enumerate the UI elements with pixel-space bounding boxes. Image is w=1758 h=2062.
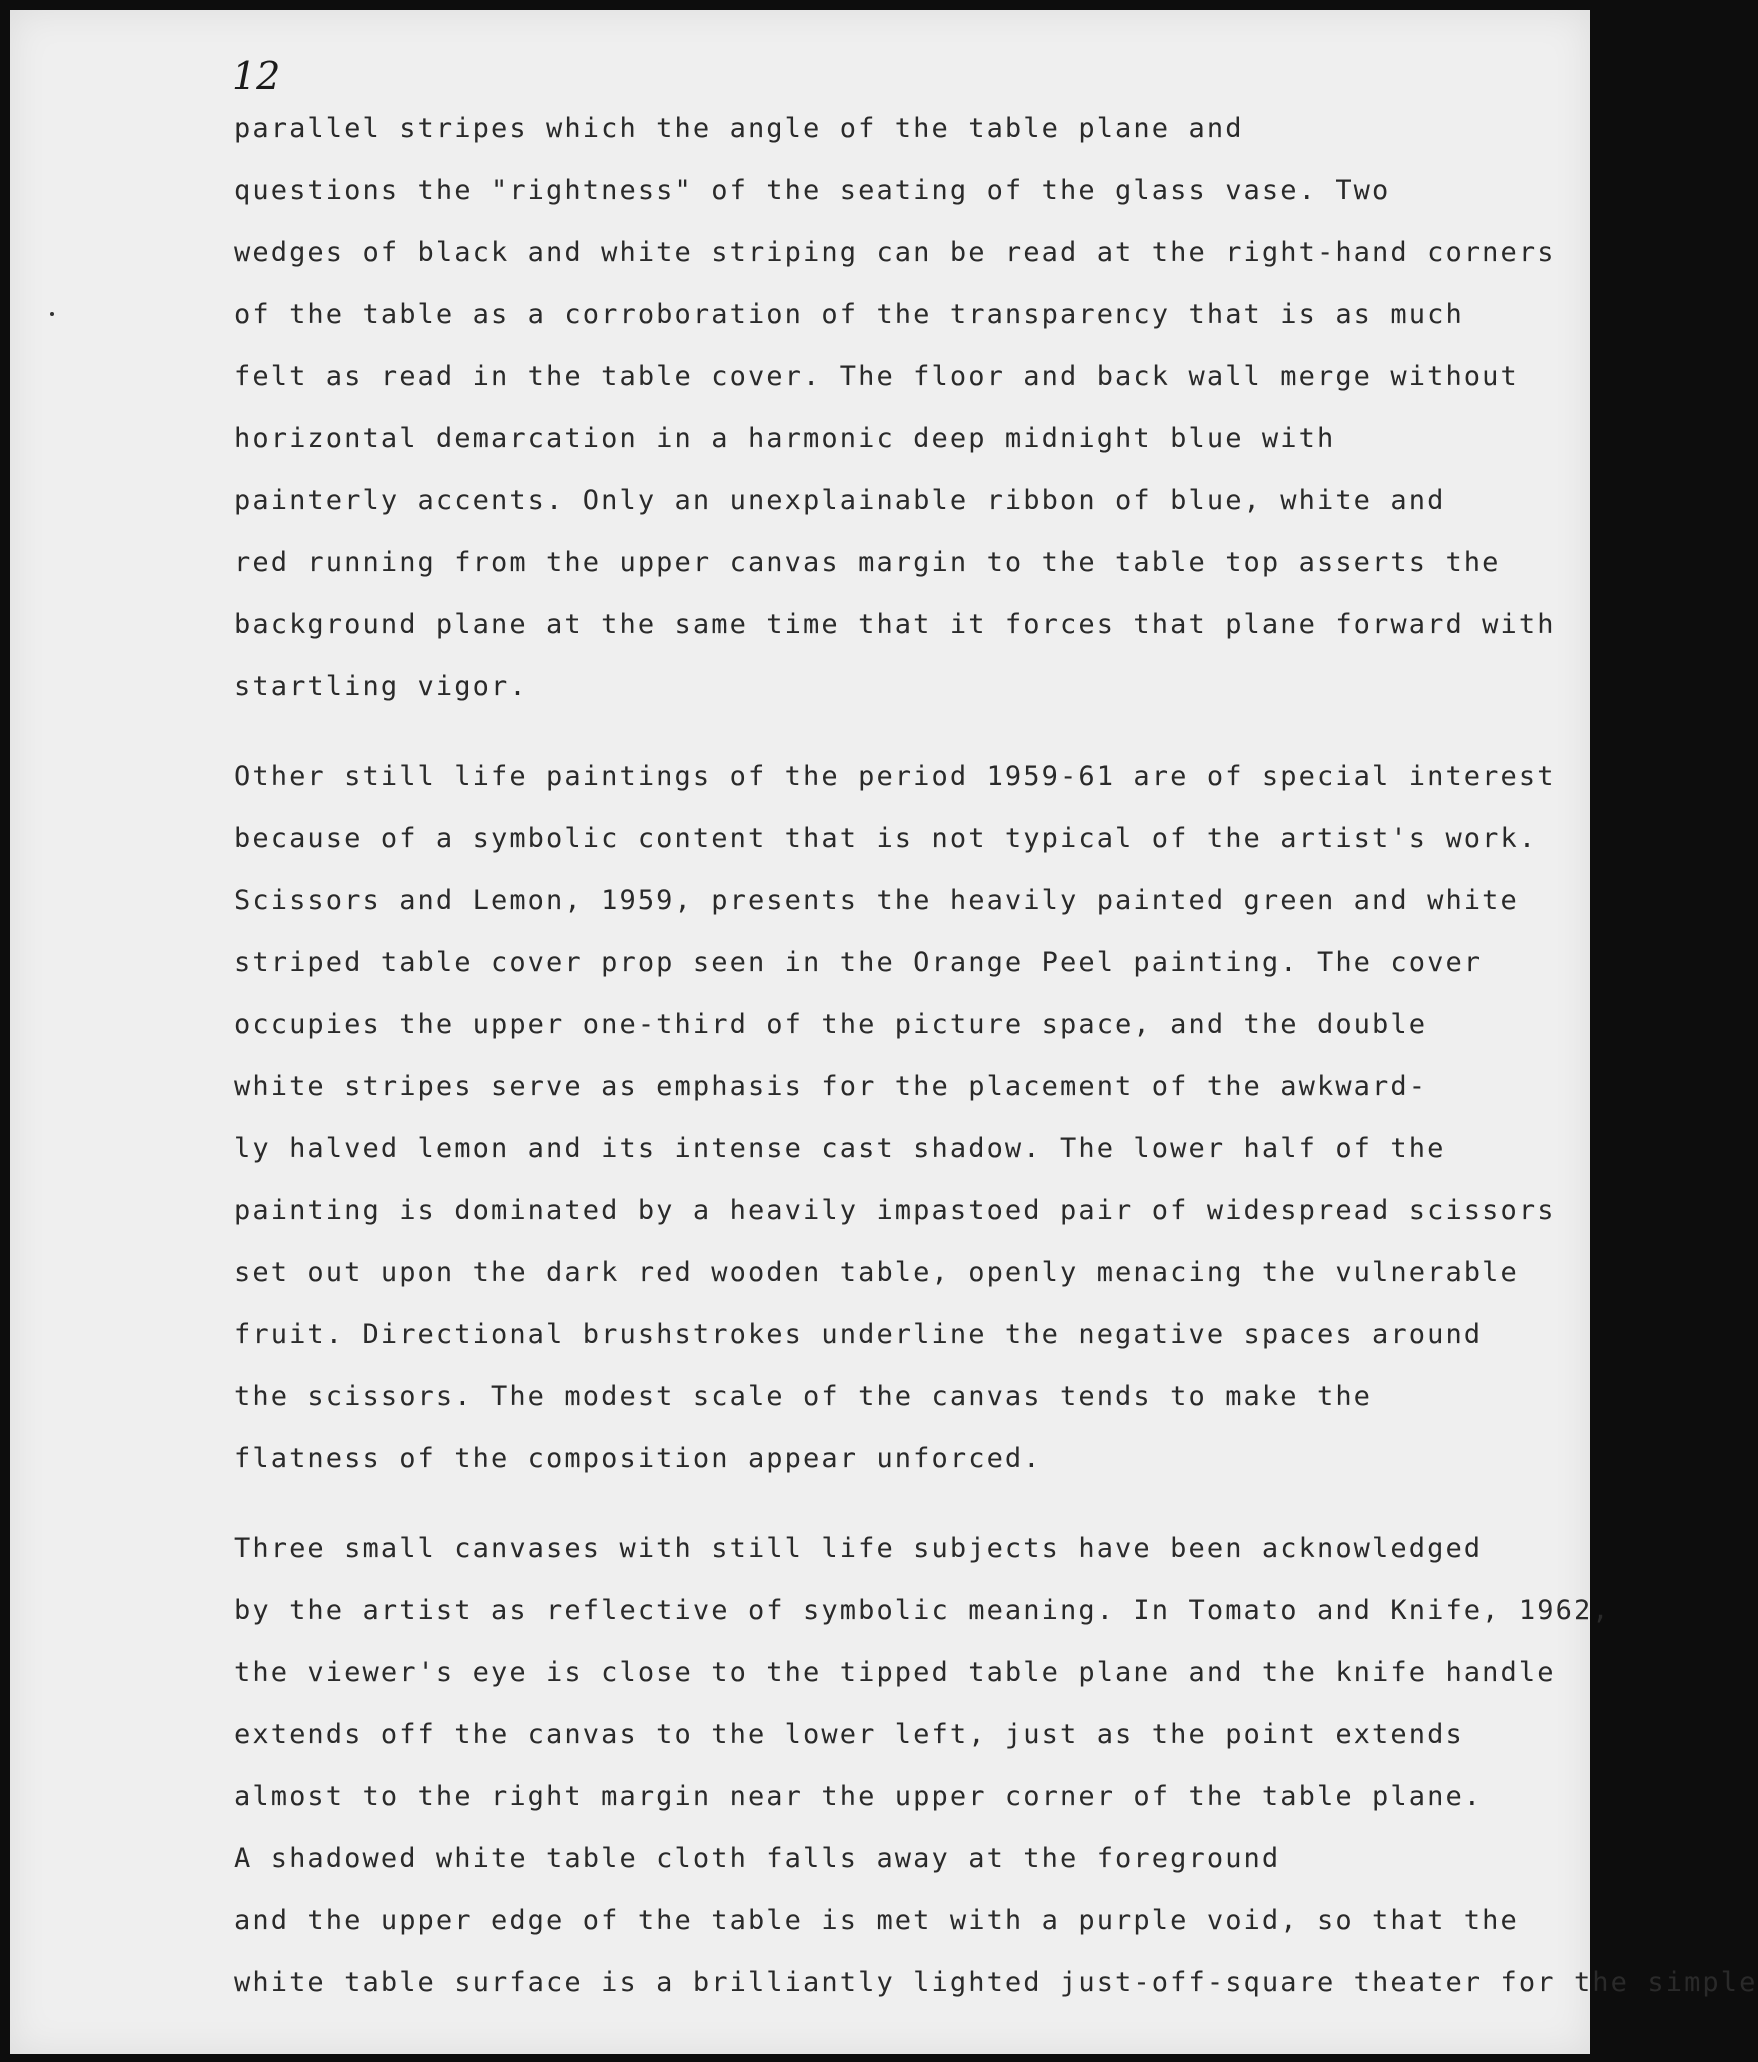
text-line: Scissors and Lemon, 1959, presents the heavily painted green and white [234,885,1519,916]
text-line: background plane at the same time that it forces that plane forward with [234,609,1556,640]
document-page [10,10,1758,2054]
text-line: because of a symbolic content that is not typical of the artist's work. [234,823,1538,854]
paragraph [234,98,1594,718]
text-line: questions the "rightness" of the seating of the glass vase. Two [234,175,1391,206]
text-line: extends off the canvas to the lower left, just as the point extends [234,1719,1464,1750]
text-line: the viewer's eye is close to the tipped table plane and the knife handle [234,1657,1556,1688]
text-line: felt as read in the table cover. The floor and back wall merge without [234,361,1519,392]
text-line: painterly accents. Only an unexplainable ribbon of blue, white and [234,485,1446,516]
text-line: by the artist as reflective of symbolic meaning. In Tomato and Knife, 1962, [234,1595,1611,1626]
text-line: painting is dominated by a heavily impastoed pair of widespread scissors [234,1195,1556,1226]
text-line: occupies the upper one-third of the picture space, and the double [234,1009,1428,1040]
page-number: 12 [232,54,281,98]
text-line: Three small canvases with still life subjects have been acknowledged [234,1533,1483,1564]
text-line: Other still life paintings of the period 1959-61 are of special interest [234,761,1556,792]
text-line: of the table as a corroboration of the transparency that is as much [234,299,1464,330]
text-line: red running from the upper canvas margin to the table top asserts the [234,547,1501,578]
text-line: wedges of black and white striping can be read at the right-hand corners [234,237,1556,268]
text-line: A shadowed white table cloth falls away at the foreground [234,1843,1281,1874]
text-line: flatness of the composition appear unforced. [234,1443,1042,1474]
text-line: horizontal demarcation in a harmonic deep midnight blue with [234,423,1336,454]
document-body [234,98,1758,2014]
text-line: almost to the right margin near the upper corner of the table plane. [234,1781,1483,1812]
text-line: fruit. Directional brushstrokes underline the negative spaces around [234,1319,1483,1350]
paragraph-gap [234,1490,1594,1518]
paragraph-gap [234,718,1594,746]
margin-mark [50,312,54,316]
text-line: startling vigor. [234,671,528,702]
text-line: striped table cover prop seen in the Orange Peel painting. The cover [234,947,1483,978]
text-line: the scissors. The modest scale of the canvas tends to make the [234,1381,1373,1412]
text-line: ly halved lemon and its intense cast shadow. The lower half of the [234,1133,1446,1164]
text-line: set out upon the dark red wooden table, openly menacing the vulnerable [234,1257,1519,1288]
text-line: white table surface is a brilliantly lighted just-off-square theater for the simple [234,1967,1758,1998]
text-line: parallel stripes which the angle of the table plane and [234,113,1244,144]
paragraph [234,746,1594,1490]
text-line: and the upper edge of the table is met with a purple void, so that the [234,1905,1519,1936]
text-line: white stripes serve as emphasis for the placement of the awkward- [234,1071,1428,1102]
paragraph [234,1518,1758,2014]
